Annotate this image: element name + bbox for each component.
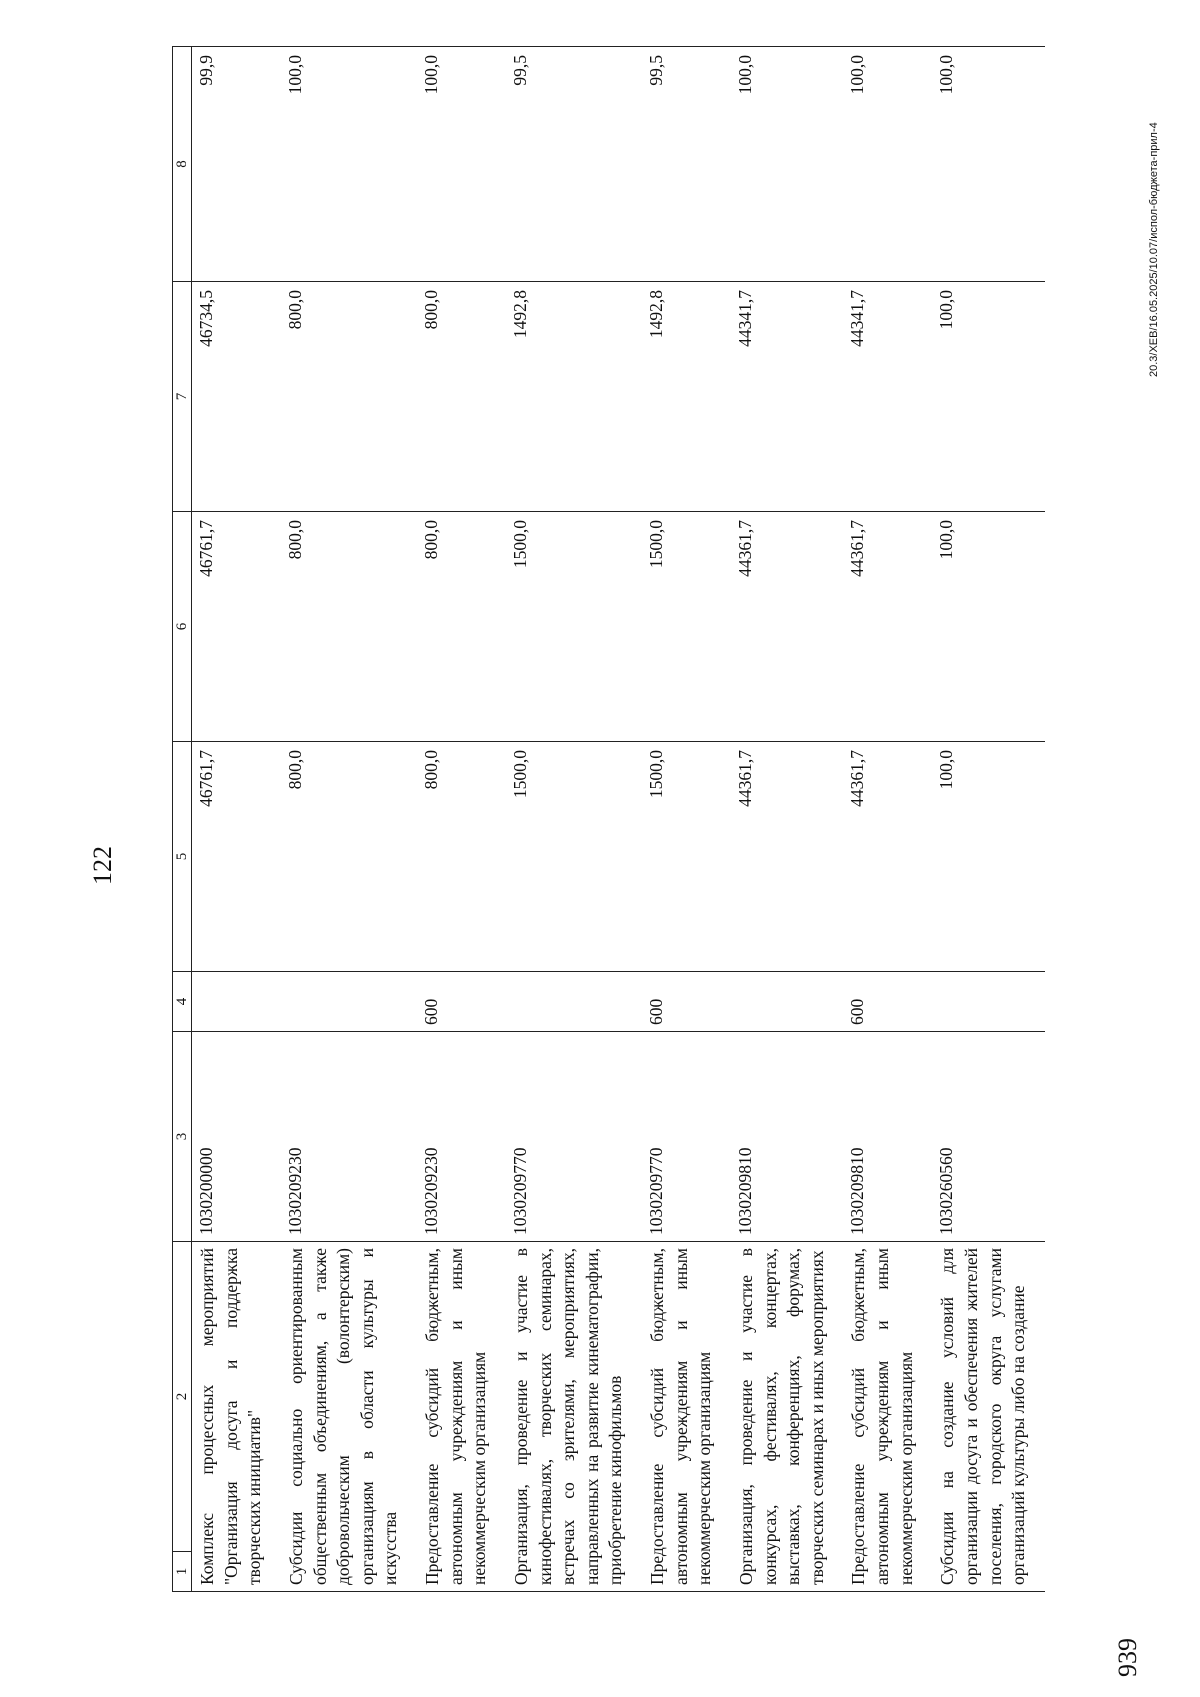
target-article-code: 1030209810: [843, 1032, 932, 1242]
expense-name-text: Предоставление субсидий бюджетным, автономным учреждениям и иным некоммерческим организациям: [647, 1248, 715, 1585]
expense-name-text: Организация, проведение и участие в кинофестивалях, творческих семинарах, встречах со зрителями, мероприятиях, направленных на развитие кинематографии, приобретение кинофильмов: [510, 1248, 626, 1585]
expense-name-text: Организация, проведение и участие в конкурсах, фестивалях, концертах, выставках, конференциях, форумах, творческих семинарах и иных мероприятиях: [735, 1248, 827, 1585]
amount-col5: 1500,0: [506, 742, 642, 972]
column-header: 8: [173, 47, 192, 282]
expense-type-code: [932, 972, 1045, 1032]
amount-col6: 1500,0: [642, 512, 731, 742]
amount-col5: 44361,7: [843, 742, 932, 972]
execution-percent: 99,5: [506, 47, 642, 282]
footer-document-code: 20.3/ХЕВ/16.05.2025/10.07/испол-бюджета-прил-4: [1148, 122, 1160, 377]
column-header: 1: [173, 1552, 192, 1592]
amount-col6: 800,0: [281, 512, 417, 742]
execution-percent: 100,0: [932, 47, 1045, 282]
target-article-code: 1030209770: [642, 1032, 731, 1242]
expense-name: [843, 1242, 932, 1592]
expense-name-text: Субсидии социально ориентированным общественным объединениям, а также добровольческим (волонтерским) организациям в области культуры и искусства: [285, 1248, 401, 1585]
amount-col5: 1500,0: [642, 742, 731, 972]
expense-name-text: Комплекс процессных мероприятий "Организация досуга и поддержка творческих инициатив": [197, 1248, 265, 1585]
amount-col7: 1492,8: [506, 282, 642, 512]
amount-col5: 46761,7: [192, 742, 281, 972]
amount-col5: 44361,7: [731, 742, 844, 972]
amount-col7: 800,0: [417, 282, 506, 512]
expense-name-text: Предоставление субсидий бюджетным, автономным учреждениям и иным некоммерческим организациям: [422, 1248, 490, 1585]
execution-percent: 100,0: [731, 47, 844, 282]
expense-type-code: 600: [642, 972, 731, 1032]
expense-type-code: [731, 972, 844, 1032]
column-header: 4: [173, 972, 192, 1032]
amount-col5: 800,0: [417, 742, 506, 972]
amount-col7: 1492,8: [642, 282, 731, 512]
expense-type-code: 600: [843, 972, 932, 1032]
table-row: [731, 47, 844, 1592]
column-header: 5: [173, 742, 192, 972]
execution-percent: 99,5: [642, 47, 731, 282]
expense-type-code: [192, 972, 281, 1032]
amount-col6: 44361,7: [731, 512, 844, 742]
column-header: 3: [173, 1032, 192, 1242]
expense-name-text: Субсидии на создание условий для организации досуга и обеспечения жителей поселения, городского округа услугами организаций культуры либо на создание: [937, 1248, 1029, 1585]
expense-name: [192, 1242, 281, 1592]
execution-percent: 99,9: [192, 47, 281, 282]
table-row: [506, 47, 642, 1592]
amount-col7: 44341,7: [843, 282, 932, 512]
column-header: 7: [173, 282, 192, 512]
column-header: 2: [173, 1242, 192, 1552]
column-number-header-row: [173, 47, 192, 1592]
table-row: [932, 47, 1045, 1592]
expense-type-code: 600: [417, 972, 506, 1032]
amount-col6: 46761,7: [192, 512, 281, 742]
budget-execution-table: [172, 46, 1045, 1592]
table-row: [281, 47, 417, 1592]
amount-col6: 100,0: [932, 512, 1045, 742]
expense-name: [731, 1242, 844, 1592]
target-article-code: 1030209230: [417, 1032, 506, 1242]
table-row: [417, 47, 506, 1592]
target-article-code: 1030200000: [192, 1032, 281, 1242]
amount-col6: 1500,0: [506, 512, 642, 742]
column-header: 6: [173, 512, 192, 742]
table-row: [642, 47, 731, 1592]
sheet-number: 939: [1113, 1638, 1142, 1677]
amount-col7: 46734,5: [192, 282, 281, 512]
expense-type-code: [281, 972, 417, 1032]
target-article-code: 1030209810: [731, 1032, 844, 1242]
execution-percent: 100,0: [281, 47, 417, 282]
execution-percent: 100,0: [843, 47, 932, 282]
amount-col5: 800,0: [281, 742, 417, 972]
expense-name: [281, 1242, 417, 1592]
expense-name-text: Предоставление субсидий бюджетным, автономным учреждениям и иным некоммерческим организациям: [848, 1248, 916, 1585]
expense-name: [506, 1242, 642, 1592]
table-row: [843, 47, 932, 1592]
expense-name: [932, 1242, 1045, 1592]
amount-col7: 100,0: [932, 282, 1045, 512]
expense-name: [642, 1242, 731, 1592]
amount-col6: 44361,7: [843, 512, 932, 742]
amount-col7: 800,0: [281, 282, 417, 512]
expense-type-code: [506, 972, 642, 1032]
amount-col5: 100,0: [932, 742, 1045, 972]
amount-col7: 44341,7: [731, 282, 844, 512]
target-article-code: 1030209230: [281, 1032, 417, 1242]
execution-percent: 100,0: [417, 47, 506, 282]
page-number: 122: [88, 846, 117, 885]
expense-name: [417, 1242, 506, 1592]
target-article-code: 1030209770: [506, 1032, 642, 1242]
amount-col6: 800,0: [417, 512, 506, 742]
target-article-code: 1030260560: [932, 1032, 1045, 1242]
table-row: [192, 47, 281, 1592]
